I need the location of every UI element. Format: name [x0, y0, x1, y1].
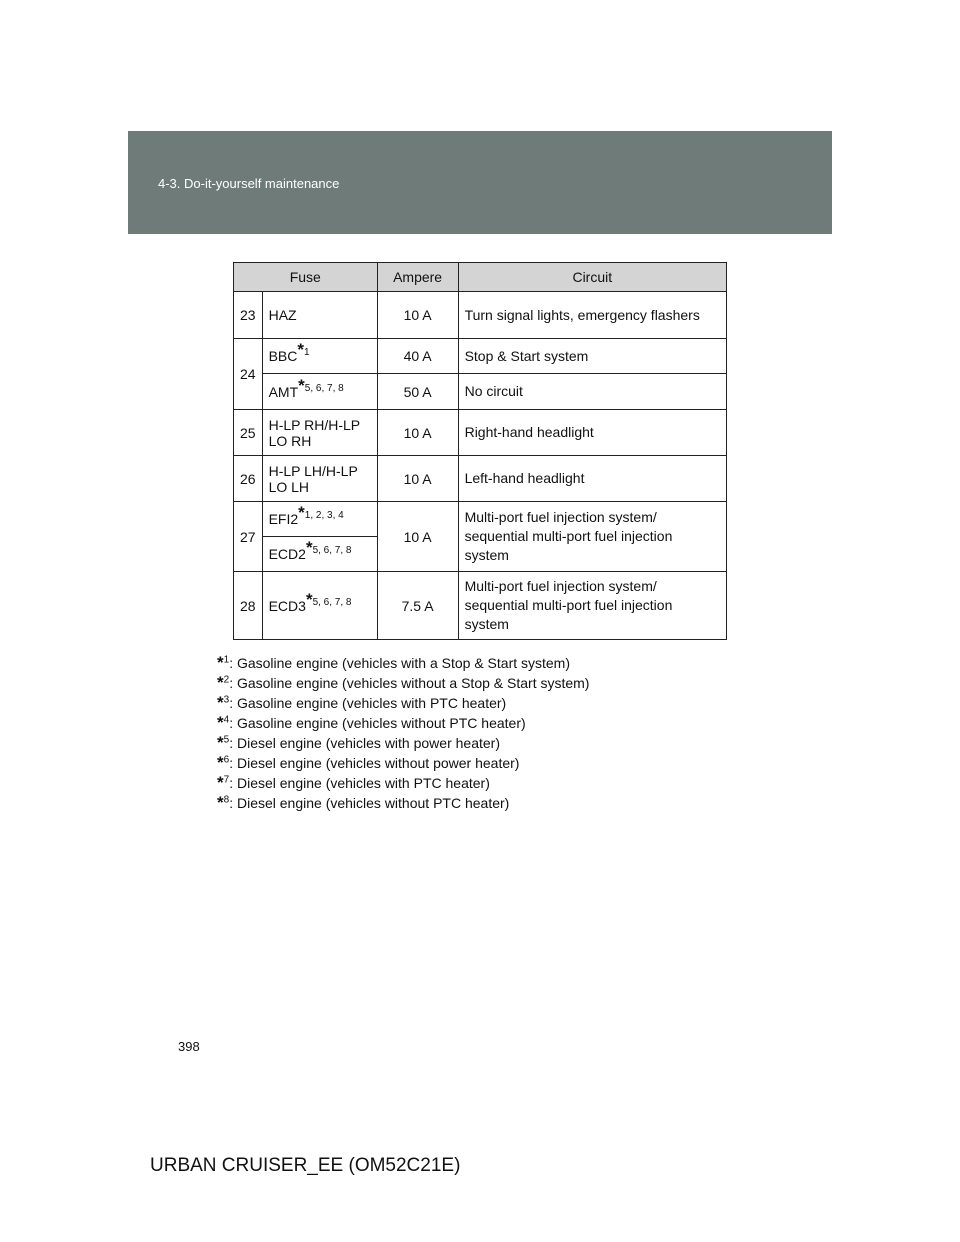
fuse-name: EFI2$^{*1, 2, 3, 4}$ [262, 502, 377, 537]
footnote: *$^6$: Diesel engine (vehicles without power heater) [217, 753, 520, 772]
table-row [234, 374, 727, 410]
fuse-name: H-LP LH/H-LP LO LH [262, 456, 377, 502]
fuse-name: AMT$^{*5, 6, 7, 8}$ [262, 374, 377, 410]
footnote: *$^8$: Diesel engine (vehicles without PTC heater) [217, 793, 510, 812]
fuse-ampere: 10 A [377, 410, 458, 456]
fuse-name: HAZ [262, 292, 377, 339]
fuse-name: H-LP RH/H-LP LO RH [262, 410, 377, 456]
table-header-row [234, 263, 727, 292]
fuse-table [233, 262, 727, 640]
fuse-number: 26 [234, 456, 263, 502]
column-header-fuse: Fuse [234, 263, 378, 292]
section-header-band [128, 131, 832, 234]
column-header-circuit: Circuit [458, 263, 726, 292]
footnote: *$^2$: Gasoline engine (vehicles without a Stop & Start system) [217, 673, 590, 692]
fuse-circuit: Multi-port fuel injection system/ sequential multi-port fuel injection system [458, 572, 726, 640]
fuse-ampere: 10 A [377, 456, 458, 502]
footnote: *$^5$: Diesel engine (vehicles with power heater) [217, 733, 500, 752]
fuse-number: 28 [234, 572, 263, 640]
fuse-ampere: 10 A [377, 502, 458, 572]
fuse-number: 24 [234, 339, 263, 410]
fuse-number: 23 [234, 292, 263, 339]
manual-code: URBAN CRUISER_EE (OM52C21E) [150, 1155, 461, 1176]
table-row [234, 410, 727, 456]
fuse-ampere: 10 A [377, 292, 458, 339]
table-row [234, 292, 727, 339]
footnote: *$^7$: Diesel engine (vehicles with PTC heater) [217, 773, 490, 792]
footnote-list [217, 653, 589, 813]
fuse-circuit: Right-hand headlight [458, 410, 726, 456]
fuse-circuit: Multi-port fuel injection system/ sequential multi-port fuel injection system [458, 502, 726, 572]
fuse-circuit: Stop & Start system [458, 339, 726, 374]
table-row [234, 572, 727, 640]
fuse-name: BBC$^{*1}$ [262, 339, 377, 374]
table-row [234, 456, 727, 502]
fuse-name: ECD3$^{*5, 6, 7, 8}$ [262, 572, 377, 640]
fuse-circuit: Left-hand headlight [458, 456, 726, 502]
footnote: *$^1$: Gasoline engine (vehicles with a Stop & Start system) [217, 653, 571, 672]
page-number: 398 [178, 1039, 200, 1054]
fuse-name: ECD2$^{*5, 6, 7, 8}$ [262, 537, 377, 572]
table-row [234, 502, 727, 537]
column-header-ampere: Ampere [377, 263, 458, 292]
footnote: *$^3$: Gasoline engine (vehicles with PTC heater) [217, 693, 507, 712]
table-row [234, 339, 727, 374]
section-title: 4-3. Do-it-yourself maintenance [158, 176, 340, 191]
fuse-ampere: 50 A [377, 374, 458, 410]
fuse-number: 27 [234, 502, 263, 572]
fuse-ampere: 40 A [377, 339, 458, 374]
footnote: *$^4$: Gasoline engine (vehicles without PTC heater) [217, 713, 526, 732]
fuse-circuit: No circuit [458, 374, 726, 410]
fuse-ampere: 7.5 A [377, 572, 458, 640]
fuse-number: 25 [234, 410, 263, 456]
fuse-circuit: Turn signal lights, emergency flashers [458, 292, 726, 339]
